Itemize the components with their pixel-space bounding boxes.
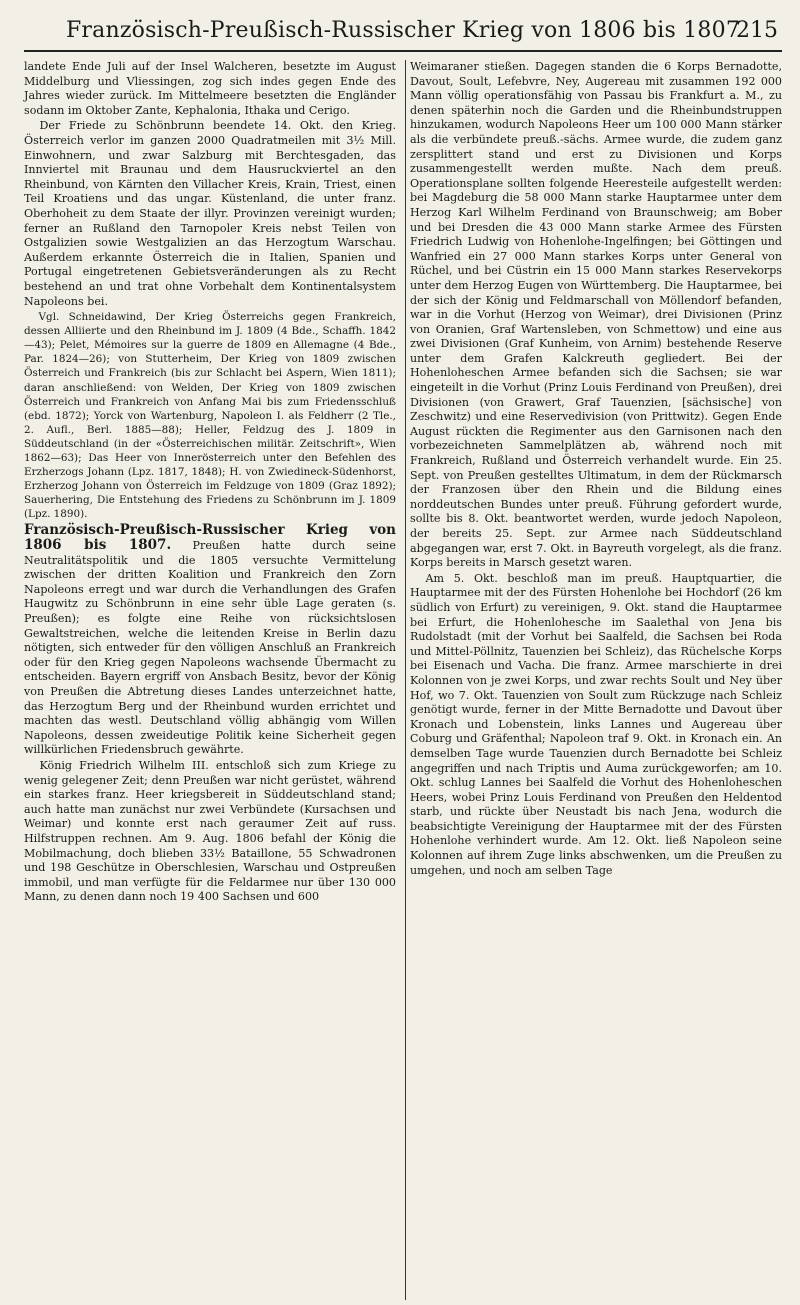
article-heading: Französisch-Preußisch-Russischer Krieg von 1806 bis 1807. (24, 521, 396, 554)
left-column (24, 60, 396, 1300)
header-rule (24, 50, 782, 52)
text-columns (24, 60, 782, 1300)
paragraph: Weimaraner stießen. Dagegen standen die 6 Korps Bernadotte, Davout, Soult, Lefebvre, Ney, Augereau mit zusammen 192 000 Mann völlig operationsfähig von Passau bis Frankfurt a. M., zu denen späterhin noch die Garden und die Rheinbundstruppen hinzukamen, wodurch Napoleons Heer um 100 000 Mann stärker als die verbündete preuß.-sächs. Armee wurde, die zudem ganz zersplittert stand und erst zu Divisionen und Korps zusammengestellt werden mußte. Nach dem preuß. Operationsplane sollten folgende Heeresteile aufgestellt werden: bei Magdeburg die 58 000 Mann starke Hauptarmee unter dem Herzog Karl Wilhelm Ferdinand von Braunschweig; am Bober und bei Dresden die 43 000 Mann starke Armee des Fürsten Friedrich Ludwig von Hohenlohe-Ingelfingen; bei Göttingen und Wanfried ein 27 000 Mann starkes Korps unter General von Rüchel, und bei Cüstrin ein 15 000 Mann starkes Reservekorps unter dem Herzog Eugen von Württemberg. Die Hauptarmee, bei der sich der König und Feldmarschall von Möllendorf befanden, war in die Vorhut (Herzog von Weimar), drei Divisionen (Prinz von Oranien, Graf Wartensleben, von Schmettow) und eine aus zwei Divisionen (Graf Kunheim, von Arnim) bestehende Reserve unter dem Grafen Kalckreuth gegliedert. Bei der Hohenloheschen Armee befanden sich die Sachsen; sie war eingeteilt in die Vorhut (Prinz Louis Ferdinand von Preußen), drei Divisionen (von Grawert, Graf Tauenzien, [sächsische] von Zeschwitz) und eine Reservedivision (von Prittwitz). Gegen Ende August rückten die Regimenter aus den Garnisonen nach den vorbezeichneten Sammelplätzen ab, während noch mit Frankreich, Rußland und Österreich verhandelt wurde. Ein 25. Sept. von Preußen gestelltes Ultimatum, in dem der Rückmarsch der Franzosen über den Rhein und die Bildung eines norddeutschen Bundes unter preuß. Führung gefordert wurde, sollte bis 8. Okt. beantwortet werden, wurde jedoch Napoleon, der bereits 25. Sept. zur Armee nach Süddeutschland abgegangen war, erst 7. Okt. in Bayreuth vorgelegt, als die franz. Korps bereits in Marsch gesetzt waren. (410, 60, 782, 570)
running-title: Französisch-Preußisch-Russischer Krieg von 1806 bis 1807 (65, 18, 741, 43)
column-divider (405, 60, 406, 1300)
literature-paragraph: Vgl. Schneidawind, Der Krieg Österreichs gegen Frankreich, dessen Alliierte und den Rheinbund im J. 1809 (4 Bde., Schaffh. 1842—43); Pelet, Mémoires sur la guerre de 1809 en Allemagne (4 Bde., Par. 1824—26); von Stutterheim, Der Krieg von 1809 zwischen Österreich und Frankreich (bis zur Schlacht bei Aspern, Wien 1811); daran anschließend: von Welden, Der Krieg von 1809 zwischen Österreich und Frankreich von Anfang Mai bis zum Friedensschluß (ebd. 1872); Yorck von Wartenburg, Napoleon I. als Feldherr (2 Tle., 2. Aufl., Berl. 1885—88); Heller, Feldzug des J. 1809 in Süddeutschland (in der «Österreichischen militär. Zeitschrift», Wien 1862—63); Das Heer von Innerösterreich unter den Befehlen des Erzherzogs Johann (Lpz. 1817, 1848); H. von Zwiedineck-Südenhorst, Erzherzog Johann von Österreich im Feldzuge von 1809 (Graz 1892); Sauerhering, Die Entstehung des Friedens zu Schönbrunn im J. 1809 (Lpz. 1890). (24, 311, 396, 521)
article-paragraph (24, 523, 396, 759)
paragraph: Der Friede zu Schönbrunn beendete 14. Okt. den Krieg. Österreich verlor im ganzen 2000 Quadratmeilen mit 3½ Mill. Einwohnern, und zwar Salzburg mit Berchtesgaden, das Innviertel mit Braunau und dem Hausruckviertel an den Rheinbund, von Kärnten den Villacher Kreis, Krain, Triest, einen Teil Kroatiens und das ungar. Küstenland, die unter franz. Oberhoheit zu dem Staate der illyr. Provinzen vereinigt wurden; ferner an Rußland den Tarnopoler Kreis nebst Teilen von Ostgalizien sowie Westgalizien an das Herzogtum Warschau. Außerdem erkannte Österreich die in Italien, Spanien und Portugal eingetretenen Gebietsveränderungen als zu Recht bestehend an und trat ohne Vorbehalt dem Kontinentalsystem Napoleons bei. (24, 119, 396, 308)
paragraph: Am 5. Okt. beschloß man im preuß. Hauptquartier, die Hauptarmee mit der des Fürsten Hohenlohe bei Hochdorf (26 km südlich von Erfurt) zu vereinigen, 9. Okt. stand die Hauptarmee bei Erfurt, die Hohenlohesche im Saalethal von Jena bis Rudolstadt (mit der Vorhut bei Saalfeld, die Sachsen bei Roda und Mittel-Pöllnitz, Tauenzien bei Schleiz), das Rüchelsche Korps bei Eisenach und Vacha. Die franz. Armee marschierte in drei Kolonnen von je zwei Korps, und zwar rechts Soult und Ney über Hof, wo 7. Okt. Tauenzien von Soult zum Rückzuge nach Schleiz genötigt wurde, ferner in der Mitte Bernadotte und Davout über Kronach und Lobenstein, links Lannes und Augereau über Coburg und Gräfenthal; Napoleon traf 9. Okt. in Kronach ein. An demselben Tage wurde Tauenzien durch Bernadotte bei Schleiz angegriffen und nach Triptis und Auma zurückgeworfen; am 10. Okt. schlug Lannes bei Saalfeld die Vorhut des Hohenloheschen Heers, wobei Prinz Louis Ferdinand von Preußen den Heldentod starb, und rückte über Neustadt bis nach Jena, wodurch die beabsichtigte Vereinigung der Hauptarmee mit der des Fürsten Hohenlohe verhindert wurde. Am 12. Okt. ließ Napoleon seine Kolonnen auf ihrem Zuge links abschwenken, um die Preußen zu umgehen, und noch am selben Tage (410, 571, 782, 877)
paragraph: König Friedrich Wilhelm III. entschloß sich zum Kriege zu wenig gelegener Zeit; denn Preußen war nicht gerüstet, während ein starkes franz. Heer kriegsbereit in Süddeutschland stand; auch hatte man zunächst nur zwei Verbündete (Kursachsen und Weimar) und konnte erst nach geraumer Zeit auf russ. Hilfstruppen rechnen. Am 9. Aug. 1806 befahl der König die Mobilmachung, doch blieben 33½ Bataillone, 55 Schwadronen und 198 Geschütze in Oberschlesien, Warschau und Ostpreußen immobil, und man verfügte für die Feldarmee nur über 130 000 Mann, zu denen dann noch 19 400 Sachsen und 600 (24, 759, 396, 904)
right-column (410, 60, 782, 1300)
page-header (24, 12, 782, 46)
page-number: 215 (736, 18, 778, 43)
article-text: Preußen hatte durch seine Neutralitätspolitik und die 1805 versuchte Vermittelung zwischen der dritten Koalition und Frankreich den Zorn Napoleons erregt und war durch die Verhandlungen des Grafen Haugwitz zu Schönbrunn in eine sehr üble Lage geraten (s. Preußen); es folgte eine Reihe von rücksichtslosen Gewaltstreichen, welche die leitenden Kreise in Berlin dazu nötigten, sich entweder für den völligen Anschluß an Frankreich oder für den Krieg gegen Napoleons wachsende Übermacht zu entscheiden. Bayern ergriff von Ansbach Besitz, bevor der König von Preußen die Abtretung dieses Landes unterzeichnet hatte, das Herzogtum Berg und der Rheinbund wurden errichtet und machten das westl. Deutschland völlig abhängig vom Willen Napoleons, dessen zweideutige Politik keine Sicherheit gegen willkürlichen Friedensbruch gewährte. (24, 539, 396, 757)
paragraph: landete Ende Juli auf der Insel Walcheren, besetzte im August Middelburg und Vliessingen, zog sich indes gegen Ende des Jahres wieder zurück. Im Mittelmeere besetzten die Engländer sodann im Oktober Zante, Kephalonia, Ithaka und Cerigo. (24, 60, 396, 117)
